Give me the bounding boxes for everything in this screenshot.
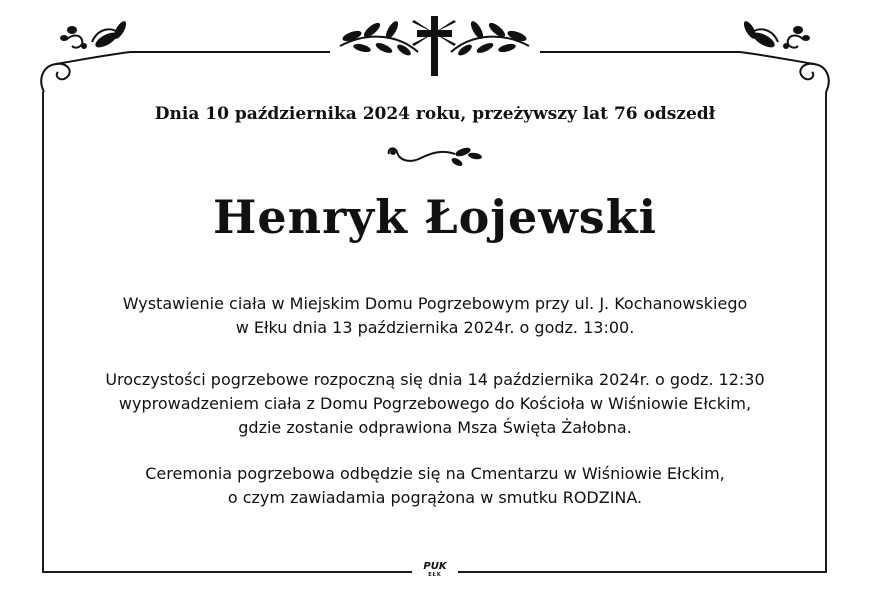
left-laurel-branch-icon bbox=[340, 19, 418, 57]
right-laurel-branch-icon bbox=[451, 19, 529, 57]
funeral-line-2: wyprowadzeniem ciała z Domu Pogrzebowego do Kościoła w Wiśniowie Ełckim, bbox=[118, 394, 752, 413]
right-corner-leaves-icon bbox=[742, 19, 810, 50]
funeral-line-3: gdzie zostanie odprawiona Msza Święta Żałobna. bbox=[238, 418, 632, 437]
funeral-line-1: Uroczystości pogrzebowe rozpoczną się dnia 14 października 2024r. o godz. 12:30 bbox=[105, 370, 765, 389]
viewing-line-1: Wystawienie ciała w Miejskim Domu Pogrzebowym przy ul. J. Kochanowskiego bbox=[122, 294, 748, 313]
burial-line-1: Ceremonia pogrzebowa odbędzie się na Cmentarzu w Wiśniowie Ełckim, bbox=[145, 464, 725, 483]
logo-line-1: PUK bbox=[423, 561, 447, 572]
burial-paragraph bbox=[60, 462, 810, 510]
puk-logo bbox=[415, 562, 455, 578]
frame-bottom-border-right bbox=[458, 571, 827, 573]
intro-text: Dnia 10 października 2024 roku, przeżywszy lat 76 odszedł bbox=[154, 104, 716, 124]
frame-bottom-border-left bbox=[42, 571, 412, 573]
funeral-paragraph bbox=[60, 368, 810, 440]
left-corner-leaves-icon bbox=[60, 19, 128, 50]
top-ornament bbox=[0, 0, 870, 100]
logo-line-2: EŁK bbox=[428, 572, 442, 578]
frame-left-border bbox=[42, 92, 44, 573]
viewing-line-2: w Ełku dnia 13 października 2024r. o godz. 13:00. bbox=[235, 318, 635, 337]
deceased-name: Henryk Łojewski bbox=[212, 190, 658, 244]
divider-flourish-icon bbox=[385, 142, 485, 172]
viewing-paragraph bbox=[60, 292, 810, 340]
burial-line-2: o czym zawiadamia pogrążona w smutku RODZINA. bbox=[227, 488, 643, 507]
cross-with-rays-icon bbox=[412, 16, 456, 76]
frame-right-border bbox=[825, 92, 827, 573]
